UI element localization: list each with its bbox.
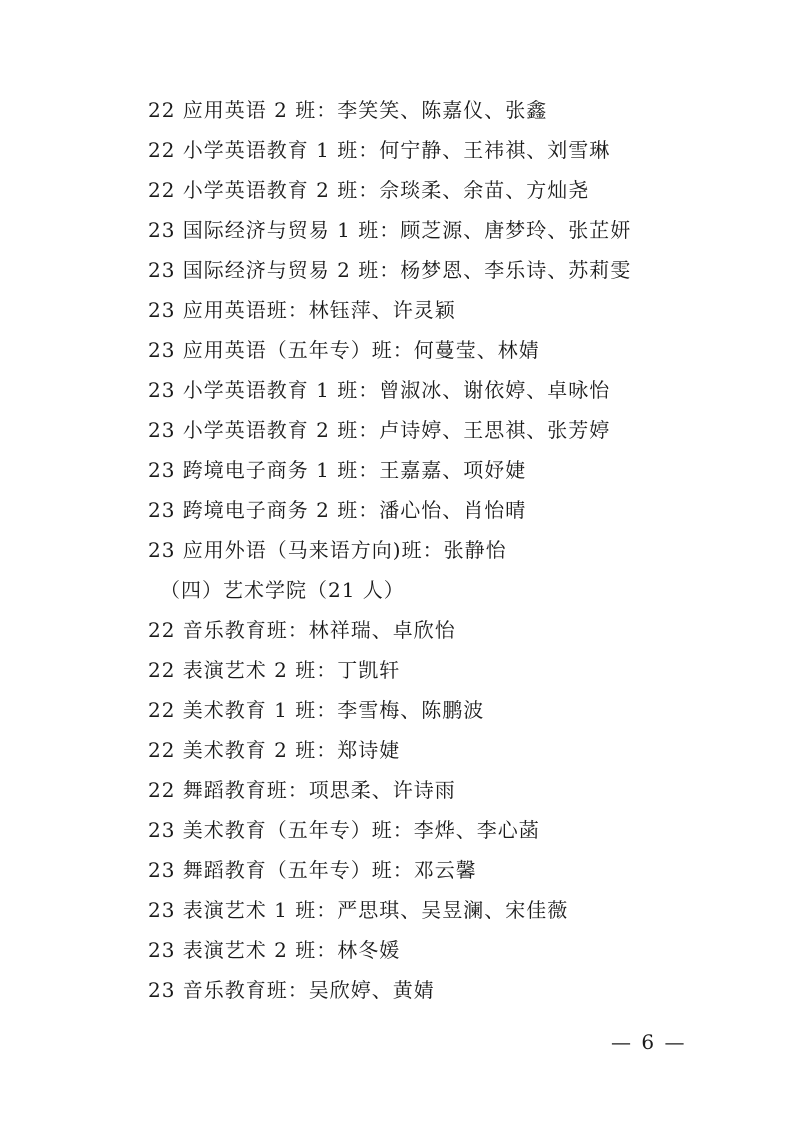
class-entry: 23 应用外语（马来语方向)班：张静怡 — [148, 538, 507, 562]
class-entry: 23 小学英语教育 2 班：卢诗婷、王思祺、张芳婷 — [148, 418, 611, 442]
class-entry: 22 小学英语教育 2 班：佘琰柔、余苗、方灿尧 — [148, 178, 590, 202]
class-entry: 23 应用英语（五年专）班：何蔓莹、林婧 — [148, 338, 540, 362]
class-entry: 23 小学英语教育 1 班：曾淑冰、谢依婷、卓咏怡 — [148, 378, 611, 402]
class-entry: 23 美术教育（五年专）班：李烨、李心菡 — [148, 818, 540, 842]
class-entry: 23 舞蹈教育（五年专）班：邓云馨 — [148, 858, 477, 882]
class-entry: 23 应用英语班：林钰萍、许灵颖 — [148, 298, 456, 322]
class-entry: 23 跨境电子商务 1 班：王嘉嘉、项妤婕 — [148, 458, 527, 482]
class-entry: 23 跨境电子商务 2 班：潘心怡、肖怡晴 — [148, 498, 527, 522]
class-entry: 23 表演艺术 2 班：林冬媛 — [148, 938, 401, 962]
page-number: — 6 — — [611, 1030, 687, 1054]
class-entry: 22 小学英语教育 1 班：何宁静、王祎祺、刘雪琳 — [148, 138, 611, 162]
class-entry: 23 国际经济与贸易 1 班：顾芝源、唐梦玲、张芷妍 — [148, 218, 632, 242]
class-entry: 23 国际经济与贸易 2 班：杨梦恩、李乐诗、苏莉雯 — [148, 258, 632, 282]
class-entry: 22 应用英语 2 班：李笑笑、陈嘉仪、张鑫 — [148, 98, 548, 122]
class-entry: 22 表演艺术 2 班：丁凯轩 — [148, 658, 401, 682]
class-entry: 23 音乐教育班：吴欣婷、黄婧 — [148, 978, 435, 1002]
section-heading: （四）艺术学院（21 人） — [160, 578, 405, 602]
class-entry: 23 表演艺术 1 班：严思琪、吴昱澜、宋佳薇 — [148, 898, 569, 922]
class-entry: 22 美术教育 1 班：李雪梅、陈鹏波 — [148, 698, 485, 722]
class-entry: 22 美术教育 2 班：郑诗婕 — [148, 738, 401, 762]
document-body — [148, 93, 748, 1013]
class-entry: 22 音乐教育班：林祥瑞、卓欣怡 — [148, 618, 456, 642]
class-entry: 22 舞蹈教育班：项思柔、许诗雨 — [148, 778, 456, 802]
